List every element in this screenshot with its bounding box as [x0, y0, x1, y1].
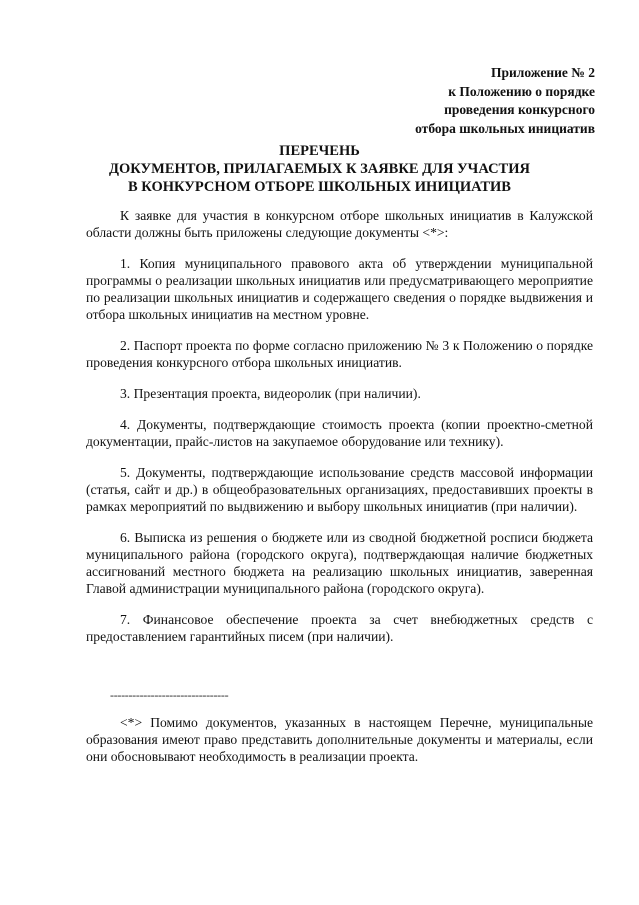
footnote-text: <*> Помимо документов, указанных в настоящем Перечне, муниципальные образования имеют право представить дополнительные документы и материалы, если они обосновывают необходимость в реализации проекта. [86, 715, 593, 764]
list-item: 5. Документы, подтверждающие использование средств массовой информации (статья, сайт и др.) в общеобразовательных организациях, предоставивших проекты в рамках мероприятий по выдвижению и выбору школьных инициатив (при наличии). [86, 465, 593, 514]
list-item: 3. Презентация проекта, видеоролик (при наличии). [120, 386, 421, 401]
list-item: 6. Выписка из решения о бюджете или из сводной бюджетной росписи бюджета муниципального района (городского округа), подтверждающая наличие бюджетных ассигнований местного бюджета на реализацию школьных инициатив, заверенная Главой администрации муниципального района (городского округа). [86, 530, 593, 596]
appendix-header [415, 64, 595, 138]
appendix-reference-line: проведения конкурсного [444, 102, 595, 117]
footnote [86, 714, 593, 765]
list-item: 2. Паспорт проекта по форме согласно приложению № 3 к Положению о порядке проведения конкурсного отбора школьных инициатив. [86, 338, 593, 370]
title-line: В КОНКУРСНОМ ОТБОРЕ ШКОЛЬНЫХ ИНИЦИАТИВ [128, 179, 511, 195]
document-body [86, 207, 593, 645]
appendix-reference-line: отбора школьных инициатив [415, 120, 595, 136]
title-line: ДОКУМЕНТОВ, ПРИЛАГАЕМЫХ К ЗАЯВКЕ ДЛЯ УЧАСТИЯ [109, 161, 530, 177]
list-item: 7. Финансовое обеспечение проекта за счет внебюджетных средств с предоставлением гарантийных писем (при наличии). [86, 612, 593, 644]
list-item: 4. Документы, подтверждающие стоимость проекта (копии проектно-сметной документации, прайс-листов на закупаемое оборудование или технику). [86, 417, 593, 449]
appendix-number: Приложение № 2 [491, 65, 595, 80]
document-title [0, 142, 639, 196]
list-item: 1. Копия муниципального правового акта об утверждении муниципальной программы о реализации школьных инициатив или предусматривающего мероприятие по реализации школьных инициатив и содержащего сведения о порядке выдвижения и отбора школьных инициатив на местном уровне. [86, 256, 593, 322]
intro-paragraph: К заявке для участия в конкурсном отборе школьных инициатив в Калужской области должны быть приложены следующие документы <*>: [86, 208, 593, 240]
footnote-separator: -------------------------------- [110, 688, 229, 702]
appendix-reference-line: к Положению о порядке [448, 83, 595, 99]
title-line: ПЕРЕЧЕНЬ [279, 143, 360, 159]
